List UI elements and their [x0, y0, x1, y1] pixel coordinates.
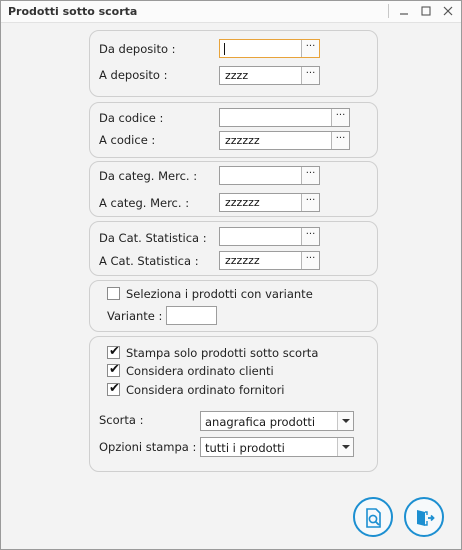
check-icon: ✔: [109, 344, 120, 359]
variante-checkbox-label[interactable]: Seleziona i prodotti con variante: [126, 287, 313, 301]
clienti-checkbox[interactable]: [107, 364, 120, 377]
opzioni-stampa-select[interactable]: tutti i prodotti: [200, 437, 354, 457]
a-deposito-field[interactable]: zzzz ···: [219, 66, 320, 85]
lookup-dots-icon[interactable]: ···: [301, 252, 319, 269]
lookup-dots-icon[interactable]: ···: [301, 167, 319, 184]
a-codice-label: A codice :: [99, 133, 156, 147]
da-deposito-label: Da deposito :: [99, 42, 176, 56]
close-icon: [443, 6, 453, 16]
lookup-dots-icon[interactable]: ···: [331, 132, 349, 149]
da-codice-label: Da codice :: [99, 111, 164, 125]
preview-magnifier-icon: [363, 507, 385, 529]
maximize-icon: [421, 6, 431, 16]
stampa-checkbox[interactable]: [107, 346, 120, 359]
close-button[interactable]: [437, 1, 459, 21]
title-separator: [388, 4, 389, 18]
lookup-dots-icon[interactable]: ···: [331, 109, 349, 126]
stampa-checkbox-label[interactable]: Stampa solo prodotti sotto scorta: [126, 346, 319, 360]
check-icon: ✔: [109, 362, 120, 377]
scorta-select[interactable]: anagrafica prodotti: [200, 411, 354, 431]
fornitori-checkbox[interactable]: [107, 383, 120, 396]
da-categ-merc-label: Da categ. Merc. :: [99, 169, 198, 183]
lookup-dots-icon[interactable]: ···: [301, 40, 319, 57]
a-categ-merc-label: A categ. Merc. :: [99, 196, 190, 210]
da-deposito-field[interactable]: [219, 39, 320, 58]
a-codice-field[interactable]: zzzzzz ···: [219, 131, 350, 150]
minimize-button[interactable]: [393, 1, 415, 21]
a-cat-statistica-label: A Cat. Statistica :: [99, 254, 199, 268]
clienti-checkbox-label[interactable]: Considera ordinato clienti: [126, 364, 274, 378]
da-codice-field[interactable]: [219, 108, 350, 127]
opzioni-stampa-label: Opzioni stampa :: [99, 440, 197, 454]
variante-checkbox[interactable]: [107, 287, 120, 300]
maximize-button[interactable]: [415, 1, 437, 21]
variante-field[interactable]: [166, 306, 217, 325]
chevron-down-icon[interactable]: [337, 438, 353, 456]
da-categ-merc-field[interactable]: [219, 166, 320, 185]
chevron-down-icon[interactable]: [337, 412, 353, 430]
fornitori-checkbox-label[interactable]: Considera ordinato fornitori: [126, 383, 285, 397]
a-deposito-label: A deposito :: [99, 68, 168, 82]
minimize-icon: [399, 6, 409, 16]
print-preview-button[interactable]: [353, 497, 393, 537]
lookup-dots-icon[interactable]: ···: [301, 67, 319, 84]
da-cat-statistica-field[interactable]: [219, 227, 320, 246]
check-icon: ✔: [109, 381, 120, 396]
lookup-dots-icon[interactable]: ···: [301, 194, 319, 211]
exit-button[interactable]: [404, 497, 444, 537]
a-categ-merc-field[interactable]: zzzzzz ···: [219, 193, 320, 212]
a-cat-statistica-field[interactable]: zzzzzz ···: [219, 251, 320, 270]
lookup-dots-icon[interactable]: ···: [301, 228, 319, 245]
scorta-label: Scorta :: [99, 413, 144, 427]
text-caret: [224, 43, 225, 55]
variante-label: Variante :: [107, 309, 163, 323]
title-bar: [1, 1, 461, 23]
exit-door-icon: [414, 507, 436, 529]
da-cat-statistica-label: Da Cat. Statistica :: [99, 231, 207, 245]
window-title: Prodotti sotto scorta: [8, 5, 138, 18]
